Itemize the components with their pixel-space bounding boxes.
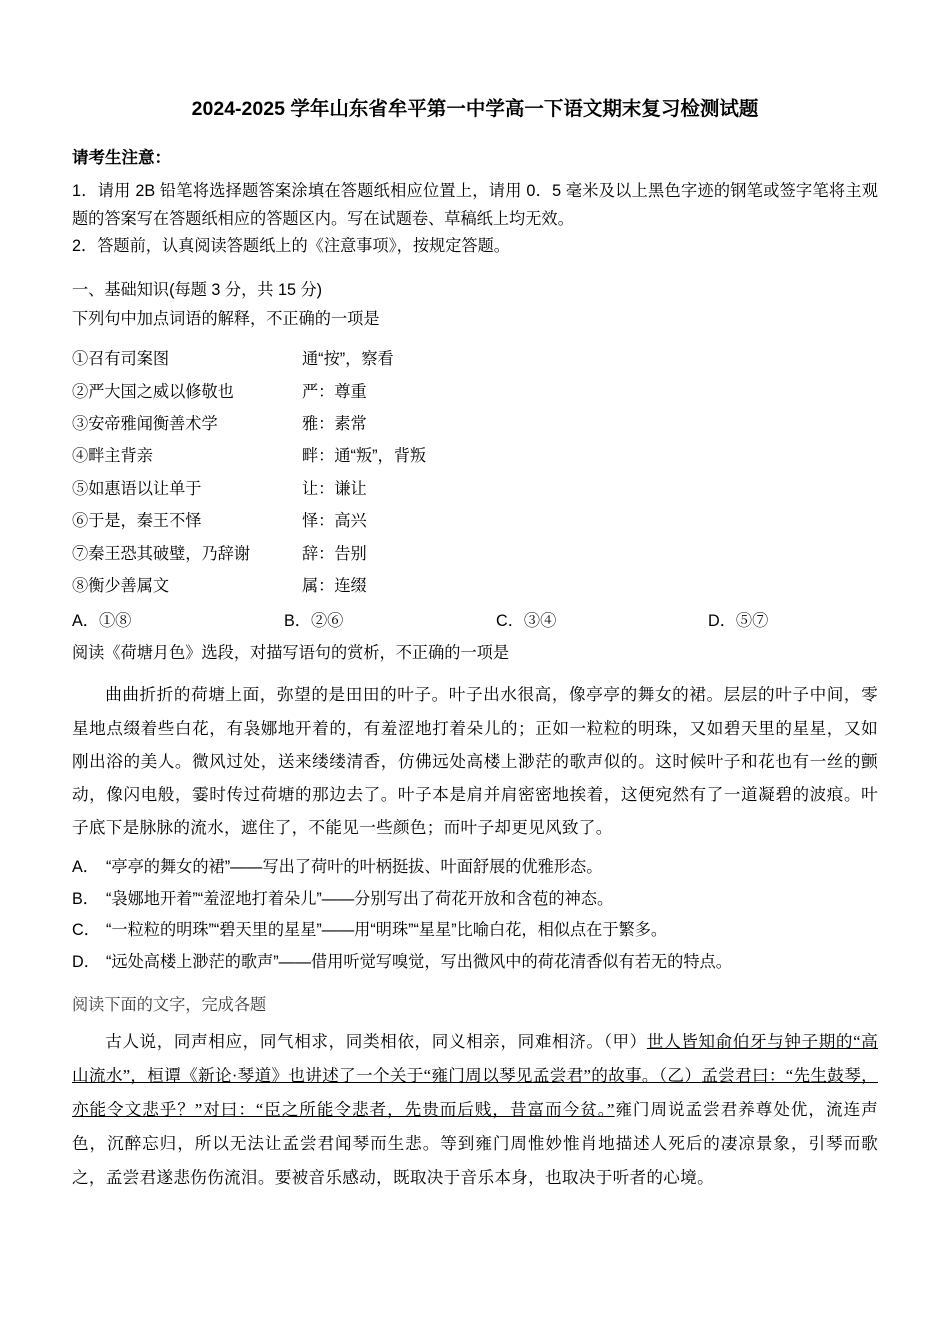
notice-line-2: 2．答题前，认真阅读答题纸上的《注意事项》，按规定答题。 bbox=[72, 237, 510, 256]
question-3-passage bbox=[72, 1025, 878, 1195]
list-item bbox=[72, 538, 878, 570]
question-2-stem: 阅读《荷塘月色》选段，对描写语句的赏析，不正确的一项是 bbox=[72, 644, 510, 663]
pair-gloss: 辞：告别 bbox=[302, 544, 367, 563]
pair-num: ② bbox=[72, 382, 89, 401]
question-2-passage: 曲曲折折的荷塘上面，弥望的是田田的叶子。叶子出水很高，像亭亭的舞女的裙。层层的叶子中间，零星地点缀着些白花，有袅娜地开着的，有羞涩地打着朵儿的；正如一粒粒的明珠，又如碧天里的星星，又如刚出浴的美人。微风过处，送来缕缕清香，仿佛远处高楼上渺茫的歌声似的。这时候叶子和花也有一丝的颤动，像闪电般，霎时传过荷塘的那边去了。叶子本是肩并肩密密地挨着，这便宛然有了一道凝碧的波痕。叶子底下是脉脉的流水，遮住了，不能见一些颜色；而叶子却更见风致了。 bbox=[72, 685, 878, 838]
choice-text: “亭亭的舞女的裙”——写出了荷叶的叶柄挺拔、叶面舒展的优雅形态。 bbox=[106, 858, 603, 877]
pair-gloss: 畔：通“叛”，背叛 bbox=[302, 447, 427, 466]
option-a[interactable]: A．①⑧ bbox=[72, 612, 132, 631]
question-2-choice-d[interactable] bbox=[72, 947, 878, 979]
pair-num: ⑧ bbox=[72, 576, 89, 595]
pair-text: 严大国之威以修敬也 bbox=[88, 382, 234, 401]
pair-gloss: 严：尊重 bbox=[302, 382, 367, 401]
choice-label: A． bbox=[72, 858, 99, 877]
list-item bbox=[72, 408, 878, 440]
pair-gloss: 雅：素常 bbox=[302, 414, 367, 433]
pair-num: ① bbox=[72, 350, 89, 369]
notice-heading: 请考生注意： bbox=[72, 149, 171, 168]
option-d[interactable]: D．⑤⑦ bbox=[708, 612, 769, 631]
pair-gloss: 属：连缀 bbox=[302, 576, 367, 595]
question-2-choice-b[interactable] bbox=[72, 884, 878, 916]
list-item bbox=[72, 570, 878, 602]
list-item bbox=[72, 440, 878, 472]
question-1-pair-list bbox=[72, 343, 878, 602]
option-b[interactable]: B．②⑥ bbox=[284, 612, 344, 631]
passage-part-1: 古人说，同声相应，同气相求，同类相依，同义相亲，同难相济。（甲） bbox=[105, 1032, 647, 1052]
question-2-choice-c[interactable] bbox=[72, 915, 878, 947]
option-c[interactable]: C．③④ bbox=[496, 612, 557, 631]
choice-text: “一粒粒的明珠”“碧天里的星星”——用“明珠”“星星”比喻白花，相似点在于繁多。 bbox=[106, 921, 668, 940]
choice-text: “远处高楼上渺茫的歌声”——借用听觉写嗅觉，写出微风中的荷花清香似有若无的特点。 bbox=[106, 953, 732, 972]
list-item bbox=[72, 376, 878, 408]
question-1-options bbox=[72, 606, 878, 637]
passage-part-2: 世人皆知俞伯牙与钟子期的“高山流水”，桓谭《新论·琴道》也讲述了一个关于“雍门周以琴见孟尝君”的故事。（乙） bbox=[72, 1032, 878, 1086]
pair-text: 于是，秦王不怿 bbox=[88, 512, 202, 531]
pair-num: ⑤ bbox=[72, 479, 89, 498]
pair-num: ④ bbox=[72, 447, 89, 466]
list-item bbox=[72, 343, 878, 375]
choice-label: C． bbox=[72, 921, 100, 940]
pair-num: ⑦ bbox=[72, 544, 89, 563]
pair-text: 衡少善属文 bbox=[88, 576, 170, 595]
question-3-lead-in: 阅读下面的文字，完成各题 bbox=[72, 995, 267, 1014]
pair-gloss: 怿：高兴 bbox=[302, 512, 367, 531]
question-2-choice-a[interactable] bbox=[72, 852, 878, 884]
list-item bbox=[72, 473, 878, 505]
pair-gloss: 让：谦让 bbox=[302, 479, 367, 498]
pair-text: 如惠语以让单于 bbox=[88, 479, 202, 498]
pair-text: 秦王恐其破璧，乃辞谢 bbox=[88, 544, 251, 563]
question-1-stem: 下列句中加点词语的解释，不正确的一项是 bbox=[72, 309, 380, 328]
pair-num: ⑥ bbox=[72, 512, 89, 531]
choice-label: D． bbox=[72, 953, 100, 972]
passage-part-3: 孟尝君曰：“先生鼓琴，亦能令文悲乎？”对曰：“臣之所能令悲者，先贵而后贱，昔富而今贫。” bbox=[72, 1066, 878, 1120]
list-item bbox=[72, 505, 878, 537]
notice-line-1: 1．请用 2B 铅笔将选择题答案涂填在答题纸相应位置上，请用 0．5 毫米及以上黑色字迹的钢笔或签字笔将主观题的答案写在答题纸相应的答题区内。写在试题卷、草稿纸上均无效。 bbox=[72, 181, 878, 228]
choice-label: B． bbox=[72, 889, 99, 908]
pair-text: 畔主背亲 bbox=[88, 447, 153, 466]
pair-text: 安帝雅闻衡善术学 bbox=[88, 414, 218, 433]
passage-part-4: 雍门周说孟尝君养尊处优，流连声色，沉醉忘归，所以无法让孟尝君闻琴而生悲。等到雍门周惟妙惟肖地描述人死后的凄凉景象，引琴而歌之，孟尝君遂悲伤伤流泪。要被音乐感动，既取决于音乐本身，也取决于听者的心境。 bbox=[72, 1100, 878, 1188]
pair-text: 召有司案图 bbox=[88, 350, 170, 369]
choice-text: “袅娜地开着”“羞涩地打着朵儿”——分别写出了荷花开放和含苞的神态。 bbox=[106, 889, 614, 908]
pair-gloss: 通“按”，察看 bbox=[302, 350, 394, 369]
section-heading: 一、基础知识(每题 3 分，共 15 分) bbox=[72, 281, 323, 300]
page-title: 2024-2025 学年山东省牟平第一中学高一下语文期末复习检测试题 bbox=[191, 98, 759, 120]
pair-num: ③ bbox=[72, 414, 89, 433]
